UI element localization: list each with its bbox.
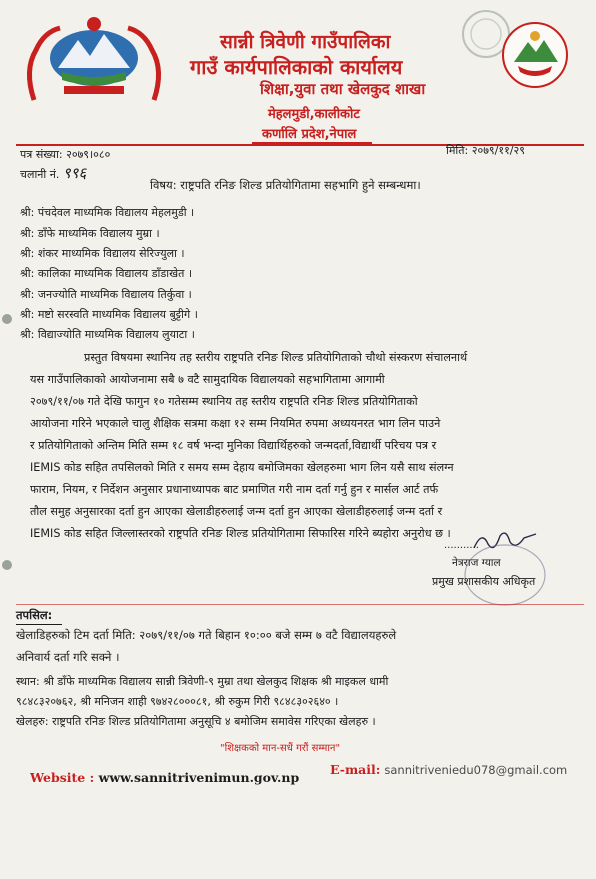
section-name: शिक्षा,युवा तथा खेलकुद शाखा <box>260 80 426 98</box>
footer-email <box>330 762 567 777</box>
tapasil-line: ९८४८३२०७६२, श्री मनिजन शाही ९७४२८०००८१, श्री रुकुम गिरी ९८४८३०२६४० । <box>16 695 339 708</box>
addressee-line: श्री: डाँफे माध्यमिक विद्यालय मुम्रा । <box>20 227 160 240</box>
body-line: फाराम, नियम, र निर्देशन अनुसार प्रधानाध्यापक बाट प्रमाणित गरी नाम दर्ता गर्नु हुन र मार्सल आर्ट तर्फ <box>30 483 439 496</box>
footer-motto: "शिक्षकको मान-सधैं गरौं सम्मान" <box>220 743 341 754</box>
municipality-name: सान्नी त्रिवेणी गाउँपालिका <box>220 31 391 53</box>
tapasil-line: खेलहरु: राष्ट्रपति रनिङ शिल्ड प्रतियोगितामा अनुसूचि ४ बमोजिम समावेस गरिएका खेलहरु । <box>16 715 376 728</box>
letter-date <box>446 143 525 158</box>
addressee-line: श्री: जनज्योति माध्यमिक विद्यालय तिर्कुवा । <box>20 288 192 301</box>
tapasil-line: खेलाडिहरुको टिम दर्ता मिति: २०७९/११/०७ गते बिहान १०:०० बजे सम्म ७ वटै विद्यालयहरुले <box>16 628 397 642</box>
reference-value: २०७९।०८० <box>66 148 111 161</box>
date-label: मिति: <box>446 144 469 157</box>
body-line: २०७९/११/०७ गते देखि फागुन १० गतेसम्म स्थानिय तह स्तरीय राष्ट्रपति रनिङ शिल्ड प्रतियोगिताको <box>30 395 418 408</box>
dispatch-label: चलानी नं. <box>20 168 60 181</box>
footer-website <box>30 770 299 785</box>
letter-subject: विषय: राष्ट्रपति रनिङ शिल्ड प्रतियोगितामा सहभागि हुने सम्बन्धमा। <box>150 178 421 192</box>
website-label: Website : <box>30 770 95 785</box>
addressee-line: श्री: मष्टो सरस्वति माध्यमिक विद्यालय बुट्टीगे । <box>20 308 198 321</box>
body-line: प्रस्तुत विषयमा स्थानिय तह स्तरीय राष्ट्रपति रनिङ शिल्ड प्रतियोगिताको चौथो संस्करण संचालनार्थ <box>84 351 468 364</box>
website-link[interactable]: www.sannitrivenimun.gov.np <box>98 770 300 785</box>
signatory-designation: प्रमुख प्रशासकीय अधिकृत <box>432 575 536 588</box>
email-label: E-mail: <box>330 762 381 777</box>
office-name: गाउँ कार्यपालिकाको कार्यालय <box>190 55 403 79</box>
tapasil-rule <box>16 604 584 605</box>
body-line: IEMIS कोड सहित जिल्लास्तरको राष्ट्रपति रनिङ शिल्ड प्रतियोगितामा सिफारिस गरिने ब्यहोरा अनुरोध छ । <box>30 527 451 540</box>
tapasil-underline <box>16 624 62 625</box>
tapasil-line: अनिवार्य दर्ता गरि सक्ने । <box>16 650 120 664</box>
province-name: कर्णालि प्रदेश,नेपाल <box>262 127 357 142</box>
signatory-name: नेत्रराज ग्याल <box>452 557 501 569</box>
dispatch-value: ९९६ <box>62 164 87 182</box>
addressee-line: श्री: कालिका माध्यमिक विद्यालय डाँडाखेत । <box>20 267 193 280</box>
body-line: IEMIS कोड सहित तपसिलको मिति र समय सम्म देहाय बमोजिमका खेलहरुमा भाग लिन यसै साथ संलग्न <box>30 461 454 474</box>
email-link[interactable]: sannitriveniedu078@gmail.com <box>384 763 568 777</box>
punch-hole <box>2 314 12 324</box>
tapasil-heading: तपसिल: <box>16 608 53 622</box>
body-line: र प्रतियोगिताको अन्तिम मिति सम्म १८ वर्ष भन्दा मुनिका विद्यार्थिहरुको जन्मदर्ता,विद्यार्थी परिचय पत्र र <box>30 439 437 452</box>
municipality-logo-icon <box>500 20 570 90</box>
office-address: मेहलमुडी,कालीकोट <box>268 107 360 122</box>
reference-label: पत्र संख्या: <box>20 148 63 161</box>
addressee-line: श्री: विद्याज्योति माध्यमिक विद्यालय लुयाटा । <box>20 328 195 341</box>
body-line: आयोजना गरिने भएकाले चालु शैक्षिक सत्रमा कक्षा १२ सम्म नियमित रुपमा अध्ययनरत भाग लिन पाउने <box>30 417 441 430</box>
dispatch-number <box>20 163 86 183</box>
date-value: २०७९/११/२९ <box>471 144 525 157</box>
nepal-emblem-icon <box>14 10 174 102</box>
tapasil-line: स्थान: श्री डाँफे माध्यमिक विद्यालय सान्नी त्रिवेणी-९ मुम्रा तथा खेलकुद शिक्षक श्री माइकल धामी <box>16 675 389 688</box>
punch-hole <box>2 560 12 570</box>
addressee-line: श्री: पंचदेवल माध्यमिक विद्यालय मेहलमुडी । <box>20 206 195 219</box>
signature-dots: ........... <box>444 540 479 551</box>
reference-number <box>20 147 110 162</box>
body-line: तौल समुह अनुसारका दर्ता हुन आएका खेलाडीहरुलाई जन्म दर्ता हुन आएका खेलाडीहरुलाई जन्म दर्ता र <box>30 505 443 518</box>
addressee-line: श्री: शंकर माध्यमिक विद्यालय सेरिज्युला । <box>20 247 185 260</box>
body-line: यस गाउँपालिकाको आयोजनामा सबै ७ वटै सामुदायिक विद्यालयको सहभागितामा आगामी <box>30 373 385 386</box>
